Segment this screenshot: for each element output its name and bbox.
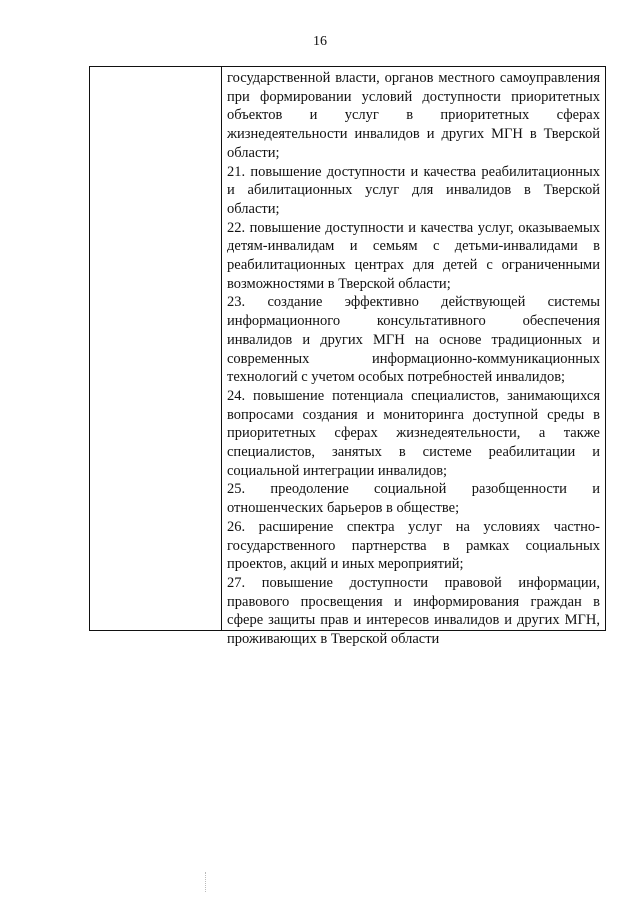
- scan-artifact-mark: [205, 872, 208, 892]
- document-table: [89, 66, 606, 648]
- list-item-24: 24. повышение потенциала специалистов, занимающихся вопросами создания и мониторинга доступной среды в приоритетных сферах жизнедеятельности, а также специалистов, занятых в системе реабилитации и социальной интеграции инвалидов;: [227, 387, 600, 479]
- list-item-27: 27. повышение доступности правовой информации, правового просвещения и информирования граждан в сфере защиты прав и интересов инвалидов и других МГН, проживающих в Тверской области: [227, 574, 600, 648]
- list-item-continuation: государственной власти, органов местного самоуправления при формировании условий доступности приоритетных объектов и услуг в приоритетных сферах жизнедеятельности инвалидов и других МГН в Тверской области;: [227, 70, 600, 161]
- page-number: 16: [313, 34, 327, 49]
- table-left-column: [90, 67, 222, 630]
- list-item-26: 26. расширение спектра услуг на условиях частно-государственного партнерства в рамках социальных проектов, акций и иных мероприятий;: [227, 518, 600, 573]
- list-item-22: 22. повышение доступности и качества услуг, оказываемых детям-инвалидам и семьям с детьми-инвалидами в реабилитационных центрах для детей с ограниченными возможностями в Тверской области;: [227, 219, 600, 292]
- list-item-25: 25. преодоление социальной разобщенности и отношенческих барьеров в обществе;: [227, 481, 600, 517]
- list-item-23: 23. создание эффективно действующей системы информационного консультативного обеспечения инвалидов и других МГН на основе традиционных и современных информационно-коммуникационных технологий с учетом особых потребностей инвалидов;: [227, 294, 600, 386]
- list-item-21: 21. повышение доступности и качества реабилитационных и абилитационных услуг для инвалидов в Тверской области;: [227, 163, 600, 217]
- table-right-column: [222, 67, 605, 648]
